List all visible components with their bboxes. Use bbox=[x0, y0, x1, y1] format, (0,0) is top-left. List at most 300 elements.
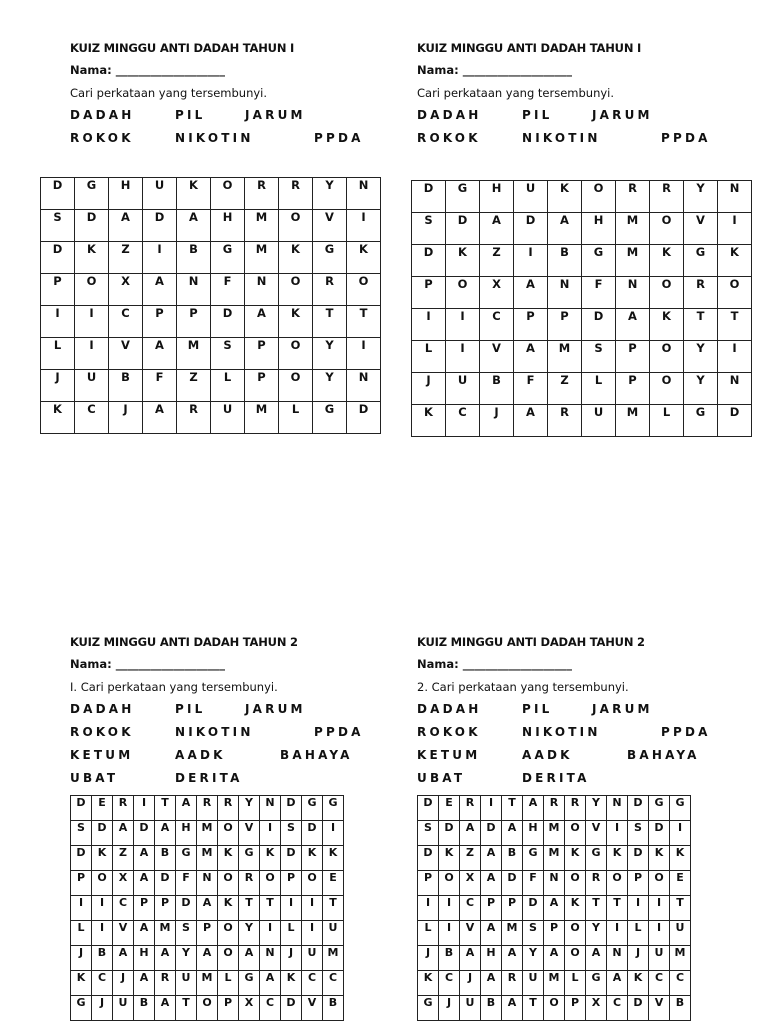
grid-cell: T bbox=[323, 896, 344, 921]
word-item: DADAH bbox=[417, 702, 482, 716]
grid-cell: L bbox=[281, 921, 302, 946]
grid-cell: H bbox=[582, 213, 616, 245]
grid-cell: U bbox=[323, 921, 344, 946]
grid-cell: A bbox=[113, 821, 134, 846]
grid-cell: O bbox=[279, 210, 313, 242]
grid-cell: O bbox=[565, 946, 586, 971]
grid-cell: M bbox=[177, 338, 211, 370]
grid-cell: A bbox=[481, 871, 502, 896]
grid-cell: S bbox=[176, 921, 197, 946]
quiz-title: KUIZ MINGGU ANTI DADAH TAHUN 2 bbox=[417, 635, 645, 649]
grid-cell: I bbox=[323, 821, 344, 846]
grid-cell: Z bbox=[113, 846, 134, 871]
grid-cell: H bbox=[176, 821, 197, 846]
grid-cell: E bbox=[92, 796, 113, 821]
grid-cell: I bbox=[347, 210, 381, 242]
grid-cell: D bbox=[523, 896, 544, 921]
grid-cell: C bbox=[480, 309, 514, 341]
instruction-text: 2. Cari perkataan yang tersembunyi. bbox=[417, 680, 629, 694]
grid-cell: A bbox=[155, 946, 176, 971]
grid-cell: I bbox=[514, 245, 548, 277]
grid-cell: I bbox=[302, 921, 323, 946]
grid-cell: F bbox=[143, 370, 177, 402]
grid-cell: N bbox=[347, 178, 381, 210]
grid-cell: E bbox=[323, 871, 344, 896]
grid-cell: S bbox=[412, 213, 446, 245]
word-item: PIL bbox=[175, 108, 206, 122]
grid-cell: G bbox=[582, 245, 616, 277]
word-item: PIL bbox=[522, 108, 553, 122]
grid-cell: C bbox=[323, 971, 344, 996]
grid-cell: R bbox=[177, 402, 211, 434]
word-search-grid bbox=[70, 795, 344, 1021]
grid-cell: A bbox=[134, 846, 155, 871]
grid-cell: F bbox=[523, 871, 544, 896]
grid-cell: F bbox=[176, 871, 197, 896]
grid-cell: P bbox=[616, 373, 650, 405]
grid-cell: O bbox=[607, 871, 628, 896]
grid-cell: O bbox=[218, 921, 239, 946]
grid-cell: R bbox=[586, 871, 607, 896]
grid-cell: N bbox=[197, 871, 218, 896]
grid-cell: U bbox=[75, 370, 109, 402]
grid-cell: O bbox=[650, 277, 684, 309]
grid-cell: U bbox=[446, 373, 480, 405]
name-field-label: Nama: ___________________ bbox=[70, 63, 225, 77]
grid-cell: O bbox=[649, 871, 670, 896]
grid-cell: R bbox=[197, 796, 218, 821]
grid-cell: P bbox=[281, 871, 302, 896]
grid-cell: K bbox=[323, 846, 344, 871]
grid-cell: O bbox=[718, 277, 752, 309]
grid-cell: N bbox=[607, 946, 628, 971]
grid-cell: A bbox=[544, 896, 565, 921]
grid-cell: A bbox=[109, 210, 143, 242]
quiz-title: KUIZ MINGGU ANTI DADAH TAHUN I bbox=[417, 41, 642, 55]
grid-cell: K bbox=[628, 971, 649, 996]
grid-cell: D bbox=[628, 846, 649, 871]
grid-cell: S bbox=[628, 821, 649, 846]
grid-row bbox=[71, 946, 344, 971]
grid-cell: B bbox=[481, 996, 502, 1021]
grid-cell: D bbox=[412, 181, 446, 213]
grid-cell: G bbox=[75, 178, 109, 210]
grid-cell: X bbox=[109, 274, 143, 306]
word-item: PPDA bbox=[314, 725, 364, 739]
grid-cell: O bbox=[302, 871, 323, 896]
grid-cell: U bbox=[582, 405, 616, 437]
grid-row bbox=[412, 341, 752, 373]
grid-row bbox=[412, 245, 752, 277]
grid-cell: I bbox=[670, 821, 691, 846]
grid-cell: K bbox=[650, 309, 684, 341]
grid-cell: J bbox=[109, 402, 143, 434]
grid-cell: P bbox=[218, 996, 239, 1021]
grid-cell: X bbox=[460, 871, 481, 896]
grid-cell: O bbox=[218, 821, 239, 846]
grid-cell: P bbox=[514, 309, 548, 341]
word-item: DERITA bbox=[175, 771, 243, 785]
grid-cell: L bbox=[211, 370, 245, 402]
grid-cell: D bbox=[281, 796, 302, 821]
grid-cell: L bbox=[650, 405, 684, 437]
grid-row bbox=[418, 946, 691, 971]
grid-cell: Y bbox=[313, 338, 347, 370]
grid-cell: P bbox=[502, 896, 523, 921]
grid-cell: K bbox=[71, 971, 92, 996]
grid-cell: G bbox=[649, 796, 670, 821]
grid-cell: A bbox=[544, 946, 565, 971]
grid-cell: I bbox=[446, 309, 480, 341]
grid-cell: R bbox=[113, 796, 134, 821]
grid-cell: M bbox=[323, 946, 344, 971]
grid-cell: L bbox=[582, 373, 616, 405]
grid-cell: V bbox=[302, 996, 323, 1021]
quiz2-right-header bbox=[417, 634, 767, 793]
grid-cell: B bbox=[502, 846, 523, 871]
grid-cell: B bbox=[548, 245, 582, 277]
grid-cell: T bbox=[347, 306, 381, 338]
word-item: ROKOK bbox=[417, 131, 481, 145]
grid-cell: K bbox=[75, 242, 109, 274]
grid-cell: D bbox=[418, 796, 439, 821]
grid-cell: A bbox=[155, 821, 176, 846]
grid-cell: I bbox=[260, 821, 281, 846]
grid-cell: O bbox=[279, 338, 313, 370]
grid-cell: G bbox=[586, 846, 607, 871]
grid-cell: D bbox=[41, 242, 75, 274]
grid-cell: A bbox=[260, 971, 281, 996]
grid-cell: P bbox=[481, 896, 502, 921]
word-search-grid bbox=[417, 795, 691, 1021]
grid-cell: O bbox=[565, 871, 586, 896]
grid-cell: N bbox=[544, 871, 565, 896]
grid-cell: C bbox=[113, 896, 134, 921]
quiz-title: KUIZ MINGGU ANTI DADAH TAHUN 2 bbox=[70, 635, 298, 649]
grid-cell: O bbox=[211, 178, 245, 210]
grid-cell: H bbox=[211, 210, 245, 242]
grid-cell: A bbox=[134, 921, 155, 946]
grid-cell: P bbox=[134, 896, 155, 921]
word-item: BAHAYA bbox=[280, 748, 353, 762]
grid-row bbox=[418, 971, 691, 996]
quiz2-left-header bbox=[70, 634, 420, 793]
grid-cell: J bbox=[113, 971, 134, 996]
grid-cell: U bbox=[460, 996, 481, 1021]
grid-cell: K bbox=[279, 306, 313, 338]
grid-cell: L bbox=[418, 921, 439, 946]
grid-cell: O bbox=[446, 277, 480, 309]
grid-cell: K bbox=[41, 402, 75, 434]
grid-cell: G bbox=[670, 796, 691, 821]
grid-cell: M bbox=[155, 921, 176, 946]
grid-cell: A bbox=[143, 338, 177, 370]
grid-cell: B bbox=[92, 946, 113, 971]
grid-cell: N bbox=[260, 796, 281, 821]
grid-row bbox=[41, 370, 381, 402]
grid-cell: J bbox=[71, 946, 92, 971]
grid-cell: B bbox=[439, 946, 460, 971]
grid-cell: L bbox=[71, 921, 92, 946]
word-item: UBAT bbox=[70, 771, 119, 785]
grid-row bbox=[41, 306, 381, 338]
grid-cell: K bbox=[548, 181, 582, 213]
word-item: PIL bbox=[522, 702, 553, 716]
grid-cell: D bbox=[628, 996, 649, 1021]
grid-cell: Y bbox=[586, 796, 607, 821]
grid-cell: I bbox=[481, 796, 502, 821]
grid-cell: H bbox=[109, 178, 143, 210]
word-item: JARUM bbox=[245, 108, 306, 122]
word-item: DADAH bbox=[417, 108, 482, 122]
grid-cell: X bbox=[113, 871, 134, 896]
grid-cell: K bbox=[302, 846, 323, 871]
grid-cell: J bbox=[41, 370, 75, 402]
grid-cell: U bbox=[649, 946, 670, 971]
grid-cell: M bbox=[616, 245, 650, 277]
grid-cell: D bbox=[628, 796, 649, 821]
grid-cell: D bbox=[582, 309, 616, 341]
grid-cell: R bbox=[548, 405, 582, 437]
grid-cell: M bbox=[548, 341, 582, 373]
grid-row bbox=[41, 242, 381, 274]
grid-cell: I bbox=[446, 341, 480, 373]
grid-cell: T bbox=[684, 309, 718, 341]
grid-cell: O bbox=[347, 274, 381, 306]
grid-cell: K bbox=[649, 846, 670, 871]
instruction-text: Cari perkataan yang tersembunyi. bbox=[70, 86, 268, 100]
grid-cell: K bbox=[718, 245, 752, 277]
name-field-label: Nama: ___________________ bbox=[417, 63, 572, 77]
grid-cell: D bbox=[446, 213, 480, 245]
word-item: NIKOTIN bbox=[175, 725, 254, 739]
grid-cell: D bbox=[718, 405, 752, 437]
grid-cell: H bbox=[481, 946, 502, 971]
grid-cell: A bbox=[177, 210, 211, 242]
grid-cell: G bbox=[684, 405, 718, 437]
grid-cell: E bbox=[670, 871, 691, 896]
grid-cell: F bbox=[514, 373, 548, 405]
grid-cell: A bbox=[134, 871, 155, 896]
grid-cell: Y bbox=[313, 178, 347, 210]
grid-cell: T bbox=[607, 896, 628, 921]
grid-cell: O bbox=[218, 871, 239, 896]
grid-cell: I bbox=[260, 921, 281, 946]
grid-cell: A bbox=[481, 921, 502, 946]
grid-cell: D bbox=[155, 871, 176, 896]
grid-cell: Y bbox=[684, 341, 718, 373]
grid-cell: A bbox=[143, 274, 177, 306]
grid-cell: C bbox=[92, 971, 113, 996]
grid-cell: I bbox=[718, 213, 752, 245]
grid-cell: G bbox=[211, 242, 245, 274]
grid-cell: K bbox=[670, 846, 691, 871]
word-item: NIKOTIN bbox=[175, 131, 254, 145]
grid-cell: N bbox=[616, 277, 650, 309]
word-item: JARUM bbox=[245, 702, 306, 716]
name-field-label: Nama: ___________________ bbox=[417, 657, 572, 671]
grid-cell: Y bbox=[176, 946, 197, 971]
grid-cell: I bbox=[134, 796, 155, 821]
word-item: UBAT bbox=[417, 771, 466, 785]
word-item: PPDA bbox=[661, 725, 711, 739]
grid-row bbox=[41, 178, 381, 210]
word-list bbox=[70, 107, 420, 153]
word-item: AADK bbox=[175, 748, 226, 762]
grid-cell: D bbox=[176, 896, 197, 921]
grid-cell: O bbox=[582, 181, 616, 213]
grid-cell: A bbox=[460, 821, 481, 846]
grid-cell: Y bbox=[684, 373, 718, 405]
grid-cell: A bbox=[502, 821, 523, 846]
word-item: NIKOTIN bbox=[522, 131, 601, 145]
grid-cell: V bbox=[649, 996, 670, 1021]
grid-cell: P bbox=[418, 871, 439, 896]
grid-cell: N bbox=[718, 373, 752, 405]
grid-cell: M bbox=[502, 921, 523, 946]
grid-cell: V bbox=[586, 821, 607, 846]
grid-cell: R bbox=[218, 796, 239, 821]
grid-row bbox=[418, 921, 691, 946]
grid-cell: I bbox=[71, 896, 92, 921]
grid-cell: M bbox=[197, 846, 218, 871]
grid-cell: K bbox=[279, 242, 313, 274]
grid-row bbox=[412, 181, 752, 213]
word-search-grid bbox=[40, 177, 381, 434]
grid-cell: R bbox=[239, 871, 260, 896]
grid-cell: X bbox=[239, 996, 260, 1021]
grid-cell: K bbox=[177, 178, 211, 210]
grid-cell: Z bbox=[109, 242, 143, 274]
grid-cell: R bbox=[155, 971, 176, 996]
word-list bbox=[417, 701, 767, 793]
grid-cell: A bbox=[155, 996, 176, 1021]
grid-cell: I bbox=[92, 896, 113, 921]
grid-cell: M bbox=[245, 402, 279, 434]
word-item: PPDA bbox=[661, 131, 711, 145]
grid-cell: A bbox=[586, 946, 607, 971]
grid-cell: N bbox=[177, 274, 211, 306]
quiz1-left-header bbox=[70, 40, 420, 153]
word-item: KETUM bbox=[70, 748, 134, 762]
grid-cell: P bbox=[548, 309, 582, 341]
grid-cell: P bbox=[155, 896, 176, 921]
grid-cell: D bbox=[481, 821, 502, 846]
grid-cell: V bbox=[109, 338, 143, 370]
grid-cell: D bbox=[211, 306, 245, 338]
grid-cell: J bbox=[418, 946, 439, 971]
grid-cell: G bbox=[313, 402, 347, 434]
grid-cell: O bbox=[650, 373, 684, 405]
grid-cell: A bbox=[514, 405, 548, 437]
grid-cell: R bbox=[616, 181, 650, 213]
grid-cell: K bbox=[218, 896, 239, 921]
grid-cell: T bbox=[502, 796, 523, 821]
grid-cell: B bbox=[480, 373, 514, 405]
grid-cell: V bbox=[684, 213, 718, 245]
grid-cell: Y bbox=[586, 921, 607, 946]
grid-cell: E bbox=[439, 796, 460, 821]
grid-cell: I bbox=[628, 896, 649, 921]
grid-cell: T bbox=[670, 896, 691, 921]
grid-cell: A bbox=[523, 796, 544, 821]
grid-cell: A bbox=[616, 309, 650, 341]
word-item: BAHAYA bbox=[627, 748, 700, 762]
grid-cell: K bbox=[412, 405, 446, 437]
grid-cell: V bbox=[313, 210, 347, 242]
grid-cell: T bbox=[718, 309, 752, 341]
grid-cell: O bbox=[75, 274, 109, 306]
grid-cell: C bbox=[607, 996, 628, 1021]
word-item: JARUM bbox=[592, 702, 653, 716]
grid-cell: H bbox=[134, 946, 155, 971]
grid-cell: I bbox=[412, 309, 446, 341]
grid-cell: P bbox=[565, 996, 586, 1021]
grid-cell: U bbox=[211, 402, 245, 434]
grid-cell: R bbox=[460, 796, 481, 821]
grid-cell: U bbox=[302, 946, 323, 971]
grid-cell: O bbox=[565, 821, 586, 846]
grid-cell: J bbox=[460, 971, 481, 996]
grid-cell: V bbox=[239, 821, 260, 846]
grid-row bbox=[71, 796, 344, 821]
grid-cell: D bbox=[514, 213, 548, 245]
grid-cell: O bbox=[260, 871, 281, 896]
grid-cell: N bbox=[260, 946, 281, 971]
word-item: PIL bbox=[175, 702, 206, 716]
grid-cell: T bbox=[260, 896, 281, 921]
grid-cell: G bbox=[302, 796, 323, 821]
grid-row bbox=[412, 213, 752, 245]
grid-cell: I bbox=[75, 306, 109, 338]
grid-cell: F bbox=[582, 277, 616, 309]
grid-cell: L bbox=[412, 341, 446, 373]
grid-cell: G bbox=[684, 245, 718, 277]
grid-cell: K bbox=[92, 846, 113, 871]
grid-cell: I bbox=[649, 896, 670, 921]
grid-cell: K bbox=[347, 242, 381, 274]
grid-cell: I bbox=[607, 921, 628, 946]
grid-row bbox=[71, 996, 344, 1021]
grid-cell: G bbox=[586, 971, 607, 996]
grid-cell: D bbox=[143, 210, 177, 242]
grid-cell: I bbox=[281, 896, 302, 921]
grid-cell: A bbox=[197, 896, 218, 921]
word-item: ROKOK bbox=[70, 131, 134, 145]
grid-cell: D bbox=[71, 796, 92, 821]
grid-cell: Y bbox=[684, 181, 718, 213]
grid-cell: K bbox=[565, 896, 586, 921]
grid-cell: C bbox=[302, 971, 323, 996]
grid-cell: M bbox=[616, 405, 650, 437]
grid-cell: M bbox=[197, 821, 218, 846]
grid-cell: J bbox=[412, 373, 446, 405]
grid-cell: Z bbox=[480, 245, 514, 277]
grid-cell: G bbox=[176, 846, 197, 871]
grid-cell: I bbox=[439, 896, 460, 921]
grid-cell: S bbox=[523, 921, 544, 946]
grid-cell: R bbox=[245, 178, 279, 210]
grid-cell: D bbox=[439, 821, 460, 846]
grid-cell: O bbox=[218, 946, 239, 971]
grid-row bbox=[412, 309, 752, 341]
grid-cell: A bbox=[143, 402, 177, 434]
grid-cell: P bbox=[71, 871, 92, 896]
grid-cell: V bbox=[480, 341, 514, 373]
grid-cell: T bbox=[239, 896, 260, 921]
grid-cell: H bbox=[480, 181, 514, 213]
grid-cell: N bbox=[607, 796, 628, 821]
